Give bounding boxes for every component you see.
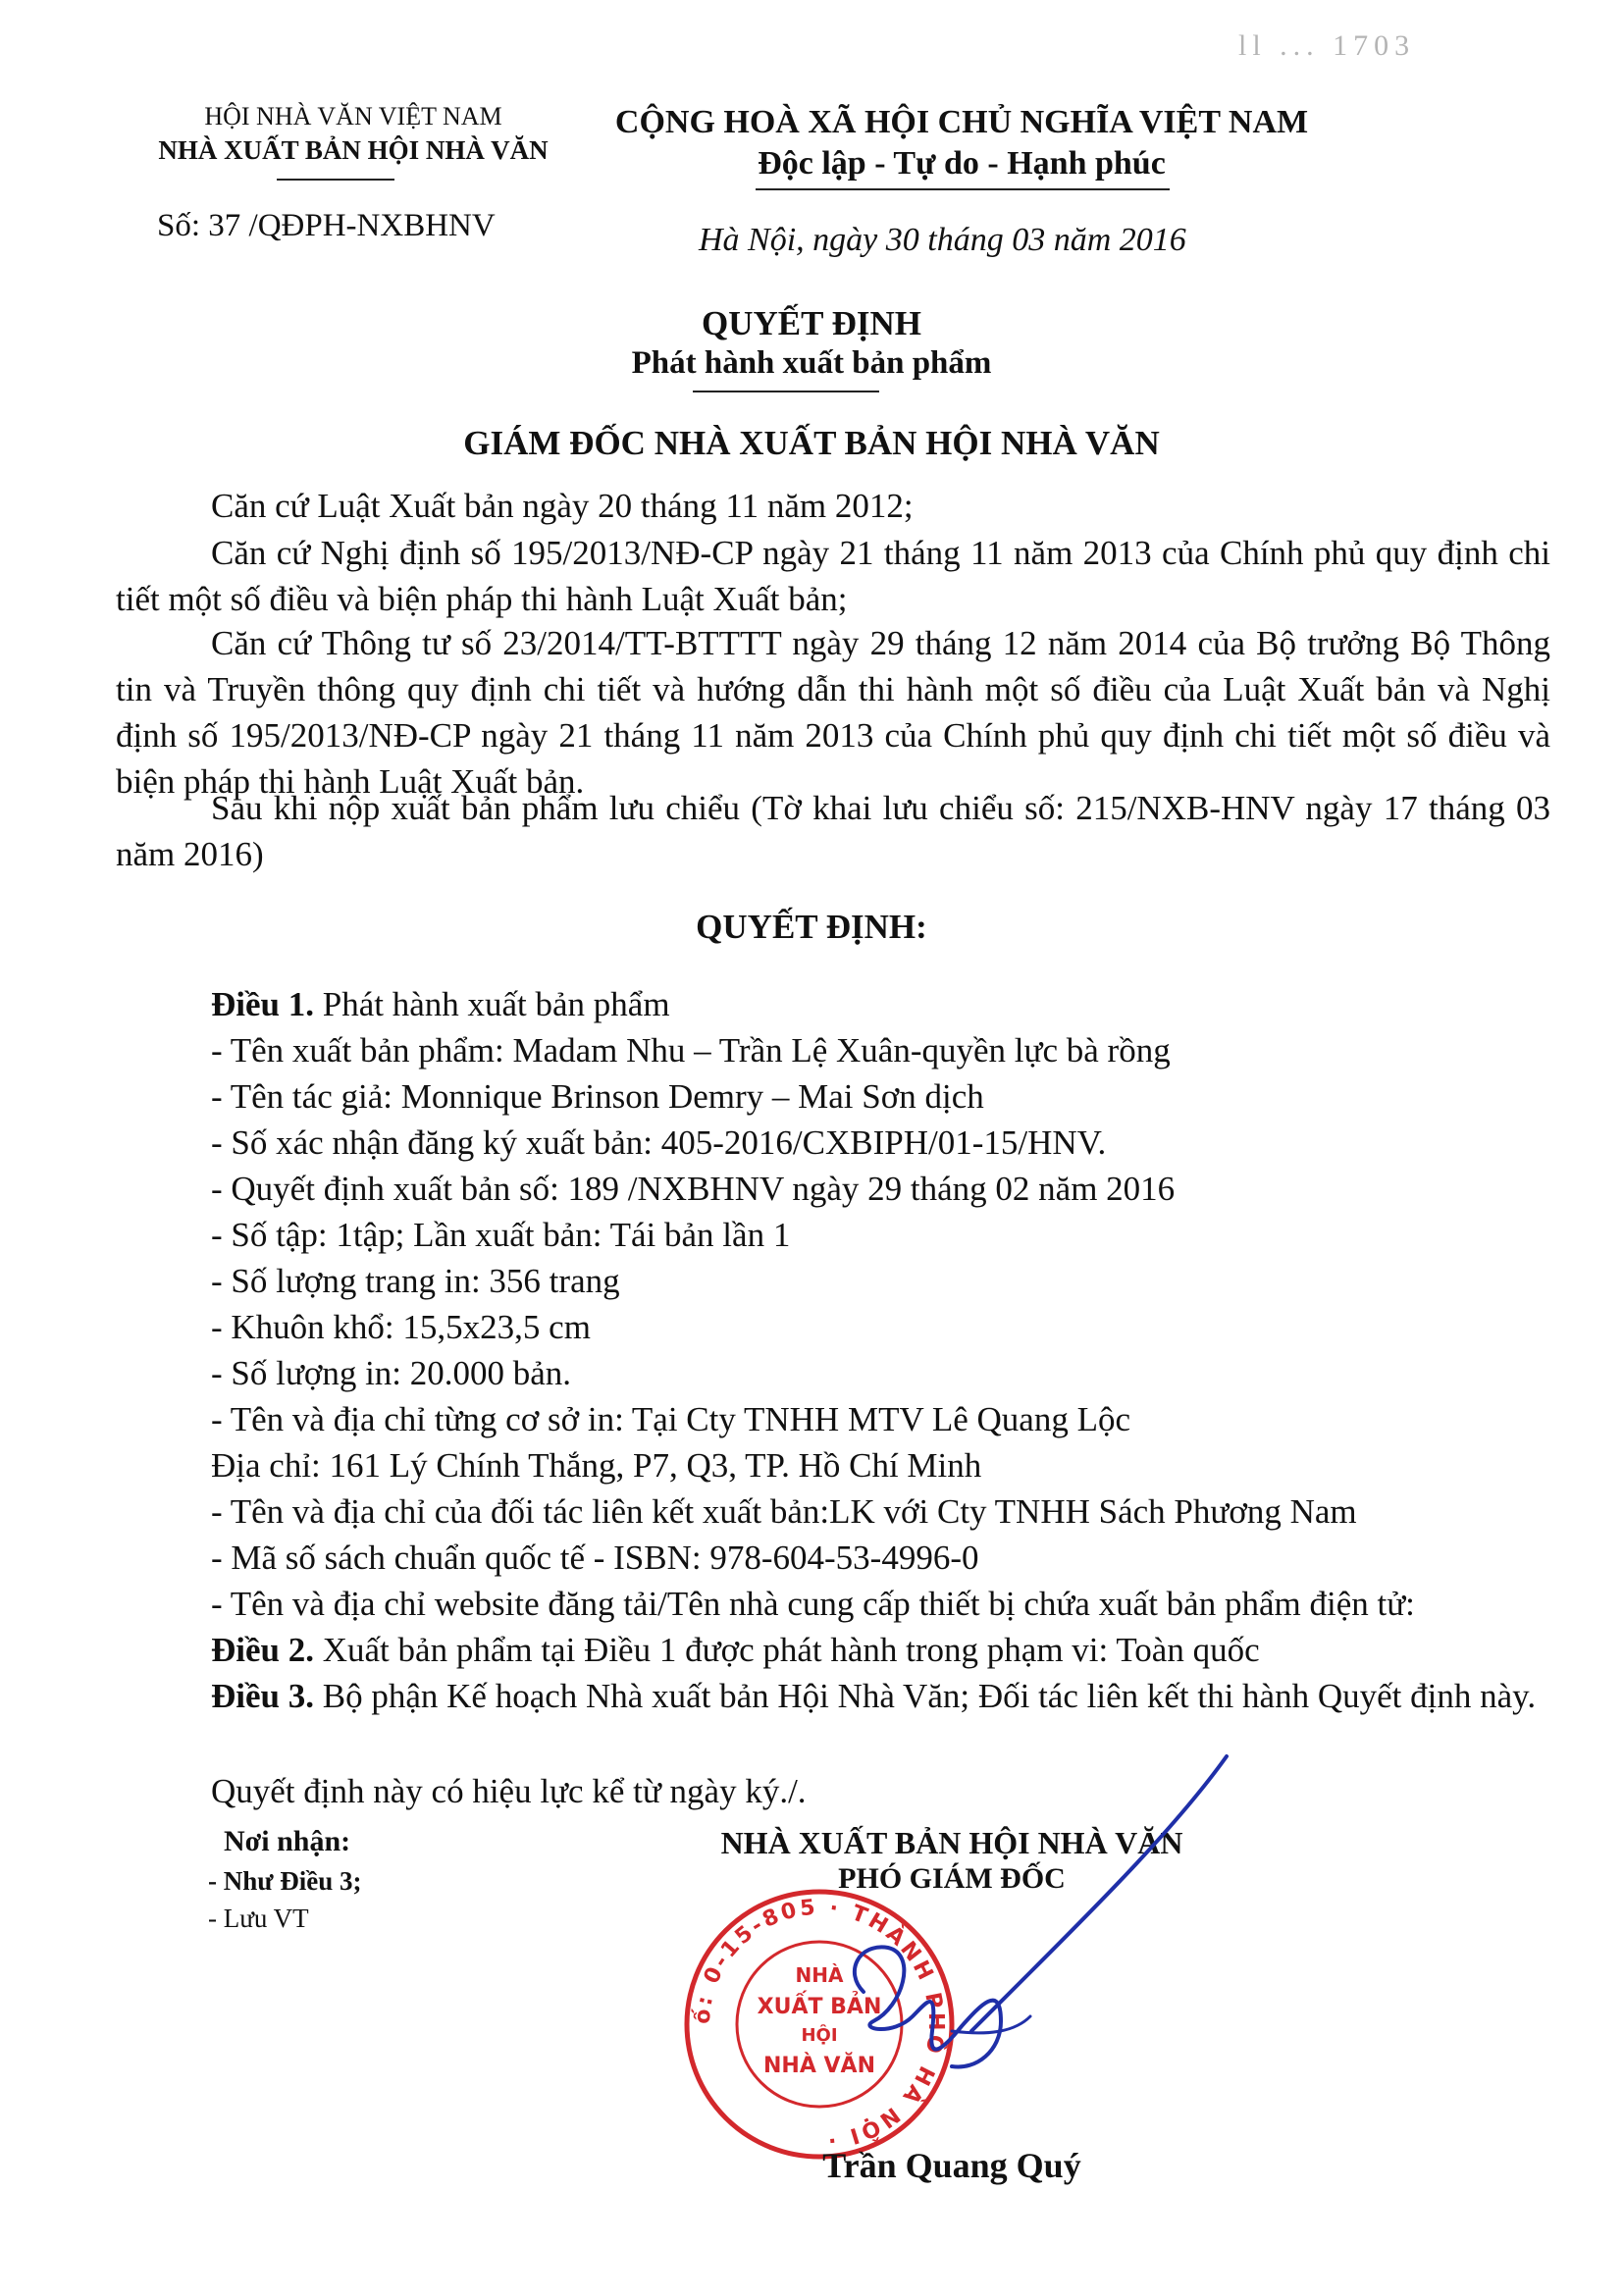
- article-2-label: Điều 2.: [211, 1631, 314, 1669]
- org-parent: HỘI NHÀ VĂN VIỆT NAM: [204, 102, 502, 130]
- country-name: CỘNG HOÀ XÃ HỘI CHỦ NGHĨA VIỆT NAM: [614, 104, 1309, 140]
- motto-underline: [756, 188, 1170, 190]
- stamp-line-4: NHÀ VĂN: [763, 2054, 875, 2078]
- item-isbn: - Mã số sách chuẩn quốc tế - ISBN: 978-604-53-4996-0: [211, 1539, 979, 1577]
- preamble-circular: Căn cứ Thông tư số 23/2014/TT-BTTTT ngày 29 tháng 12 năm 2014 của Bộ trưởng Bộ Thông tin và Truyền thông quy định chi tiết và hướng dẫn thi hành một số điều của Luật Xuất bản và Nghị định số 195/2013/NĐ-CP ngày 21 tháng 11 năm 2013 của Chính phủ quy định chi tiết một số điều và biện pháp thi hành Luật Xuất bản.: [116, 624, 1550, 801]
- item-printer: - Tên và địa chỉ từng cơ sở in: Tại Cty TNHH MTV Lê Quang Lộc: [211, 1400, 1130, 1438]
- authority-heading: GIÁM ĐỐC NHÀ XUẤT BẢN HỘI NHÀ VĂN: [463, 424, 1160, 462]
- item-print-run: - Số lượng in: 20.000 bản.: [211, 1354, 572, 1392]
- signature-org: NHÀ XUẤT BẢN HỘI NHÀ VĂN: [720, 1825, 1183, 1860]
- article-3-label: Điều 3.: [211, 1677, 314, 1715]
- stamp-line-1: NHÀ: [795, 1963, 844, 1987]
- article-2: [211, 1627, 1260, 1673]
- stamp-line-2: XUẤT BẢN: [757, 1995, 882, 2019]
- preamble-decree: Căn cứ Nghị định số 195/2013/NĐ-CP ngày 21 tháng 11 năm 2013 của Chính phủ quy định chi tiết một số điều và biện pháp thi hành Luật Xuất bản;: [116, 534, 1550, 618]
- decision-heading: QUYẾT ĐỊNH:: [696, 908, 927, 946]
- stamp-line-3: HỘI: [801, 2025, 838, 2046]
- recipient-article-3: - Như Điều 3;: [208, 1866, 362, 1896]
- article-2-text: Xuất bản phẩm tại Điều 1 được phát hành trong phạm vi: Toàn quốc: [314, 1631, 1260, 1669]
- stamp-ring-text: ố: 0-15-805 · THÀNH PHỐ HÀ NỘI ·: [690, 1895, 949, 2153]
- item-website: - Tên và địa chỉ website đăng tải/Tên nhà cung cấp thiết bị chứa xuất bản phẩm điện tử:: [211, 1585, 1415, 1623]
- article-1-text: Phát hành xuất bản phẩm: [314, 985, 670, 1023]
- item-author: - Tên tác giả: Monnique Brinson Demry – Mai Sơn dịch: [211, 1077, 984, 1116]
- item-format: - Khuôn khổ: 15,5x23,5 cm: [211, 1308, 591, 1346]
- preamble-law: Căn cứ Luật Xuất bản ngày 20 tháng 11 năm 2012;: [211, 487, 914, 525]
- effect-clause: Quyết định này có hiệu lực kể từ ngày ký./.: [211, 1772, 807, 1810]
- preamble-deposit: Sau khi nộp xuất bản phẩm lưu chiểu (Tờ khai lưu chiểu số: 215/NXB-HNV ngày 17 tháng 03 năm 2016): [116, 789, 1550, 873]
- item-partner: - Tên và địa chỉ của đối tác liên kết xuất bản:LK với Cty TNHH Sách Phương Nam: [211, 1492, 1357, 1531]
- item-printer-address: Địa chỉ: 161 Lý Chính Thắng, P7, Q3, TP. Hồ Chí Minh: [211, 1446, 982, 1485]
- article-1-label: Điều 1.: [211, 985, 314, 1023]
- item-registration: - Số xác nhận đăng ký xuất bản: 405-2016/CXBIPH/01-15/HNV.: [211, 1123, 1107, 1162]
- signatory-name: Trần Quang Quý: [822, 2146, 1081, 2185]
- document-number: Số: 37 /QĐPH-NXBHNV: [157, 208, 496, 243]
- document-subtitle: Phát hành xuất bản phẩm: [631, 345, 992, 381]
- item-volumes: - Số tập: 1tập; Lần xuất bản: Tái bản lần 1: [211, 1216, 791, 1254]
- article-1-heading: [211, 981, 670, 1027]
- title-underline: [693, 391, 879, 392]
- recipient-archive: - Lưu VT: [208, 1904, 309, 1933]
- recipients-heading: Nơi nhận:: [224, 1825, 351, 1857]
- corner-handwritten-mark: ll ... 1703: [1238, 29, 1416, 62]
- place-date: Hà Nội, ngày 30 tháng 03 năm 2016: [699, 222, 1186, 258]
- article-3: [116, 1673, 1550, 1719]
- document-title: QUYẾT ĐỊNH: [702, 304, 921, 342]
- signature-title: PHÓ GIÁM ĐỐC: [838, 1862, 1066, 1895]
- item-title: - Tên xuất bản phẩm: Madam Nhu – Trần Lệ Xuân-quyền lực bà rồng: [211, 1031, 1171, 1070]
- org-name: NHÀ XUẤT BẢN HỘI NHÀ VĂN: [158, 135, 549, 165]
- article-3-text: Bộ phận Kế hoạch Nhà xuất bản Hội Nhà Văn; Đối tác liên kết thi hành Quyết định này.: [314, 1677, 1537, 1715]
- national-motto: Độc lập - Tự do - Hạnh phúc: [758, 145, 1166, 182]
- item-publish-decision: - Quyết định xuất bản số: 189 /NXBHNV ngày 29 tháng 02 năm 2016: [211, 1170, 1176, 1208]
- item-pages: - Số lượng trang in: 356 trang: [211, 1262, 620, 1300]
- org-underline: [277, 179, 394, 181]
- handwritten-signature: [805, 1737, 1256, 2110]
